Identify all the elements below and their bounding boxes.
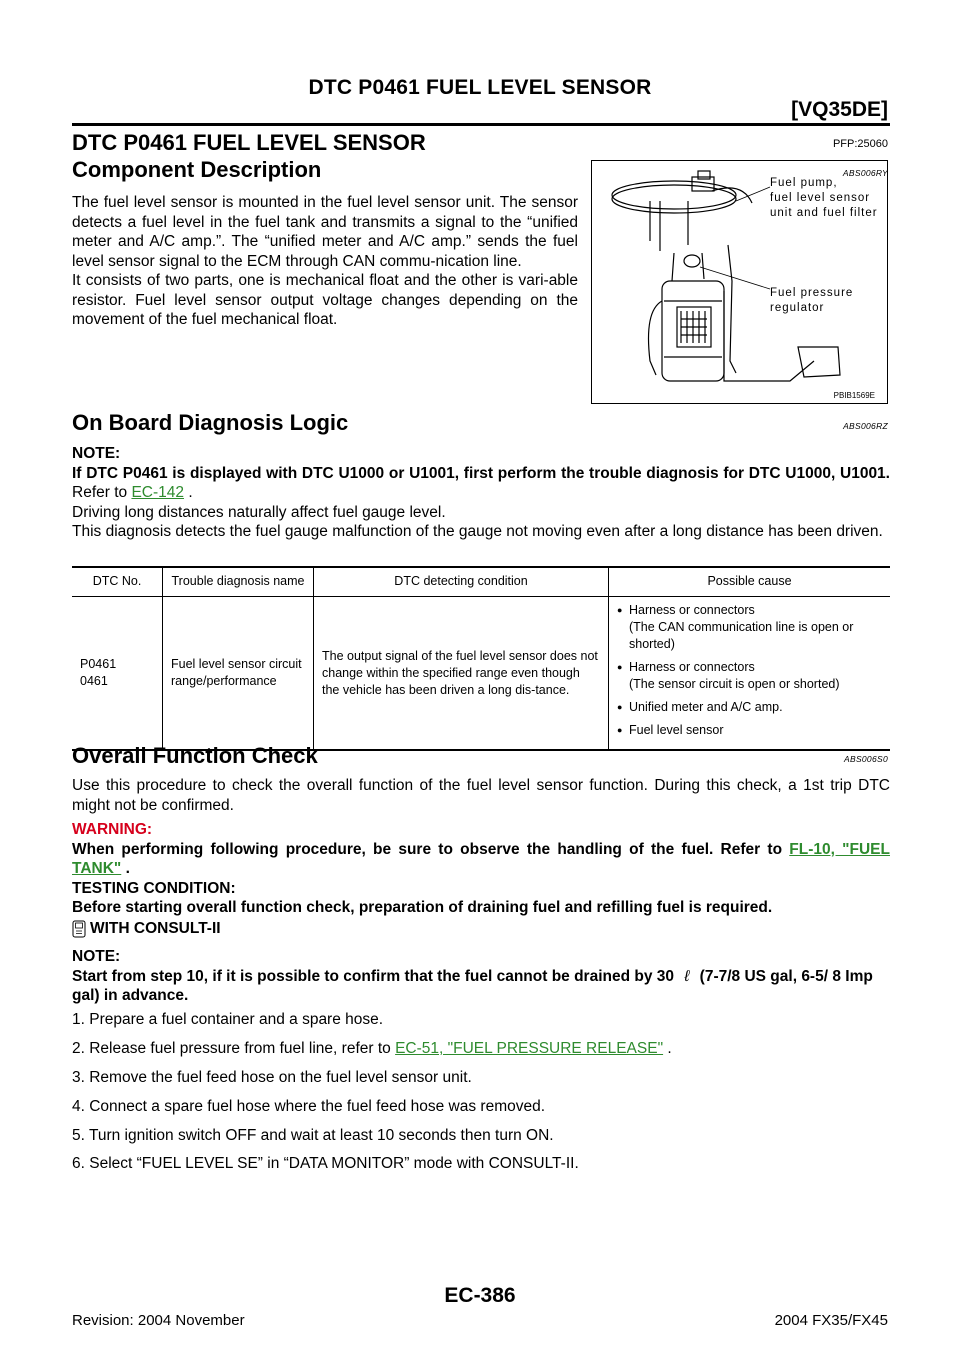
figure-label-fuel-pump [770, 176, 878, 221]
figure-label-fuel-pump-line1: Fuel pump, [770, 177, 838, 189]
note2-block [72, 947, 890, 1006]
note2-text-b: (7-7/8 US gal, 6-5/ 8 Imp gal) in advance. [72, 967, 873, 1004]
list-item [617, 722, 882, 739]
liter-unit: ℓ [684, 967, 690, 985]
step-1: 1. Prepare a fuel container and a spare hose. [72, 1011, 384, 1028]
warning-end: . [125, 860, 130, 877]
revision-date: Revision: 2004 November [72, 1312, 245, 1329]
component-description-text [72, 193, 578, 330]
obd-note-text: If DTC P0461 is displayed with DTC U1000 or U1001, first perform the trouble diagnosis for DTC U1000, U1001. [72, 464, 890, 482]
page-number: EC-386 [444, 1284, 516, 1307]
warning-label: WARNING: [72, 821, 153, 838]
possible-cause-list [617, 602, 882, 739]
obd-logic-heading: On Board Diagnosis Logic [72, 410, 349, 435]
step-5: 5. Turn ignition switch OFF and wait at least 10 seconds then turn ON. [72, 1127, 554, 1144]
component-description-ref: ABS006RY [842, 168, 888, 178]
warning-block [72, 820, 890, 918]
figure-label-regulator [770, 286, 853, 316]
figure-label-regulator-line2: regulator [770, 302, 825, 314]
obd-note-refer: Refer to [72, 484, 128, 501]
link-ec-142[interactable]: EC-142 [131, 484, 185, 501]
step-2-text: 2. Release fuel pressure from fuel line, refer to [72, 1040, 391, 1057]
component-description-para1: The fuel level sensor is mounted in the fuel level sensor unit. The sensor detects a fuel level in the fuel tank and transmits a signal to the “unified meter and A/C amp.”. The “unified meter and A/C amp.” sends the fuel level sensor signal to the ECM through CAN commu-nication line. [72, 194, 578, 270]
obd-logic-ref: ABS006RZ [843, 421, 888, 431]
col-diagnosis-name: Trouble diagnosis name [163, 567, 314, 597]
vehicle-model: 2004 FX35/FX45 [774, 1312, 888, 1329]
warning-text: When performing following procedure, be sure to observe the handling of the fuel. Refer to [72, 840, 783, 858]
figure-label-fuel-pump-line2: fuel level sensor [770, 192, 871, 204]
header-rule [72, 123, 890, 126]
note2-text-a: Start from step 10, if it is possible to confirm that the fuel cannot be drained by 30 [72, 967, 675, 985]
figure-label-fuel-pump-line3: unit and fuel filter [770, 207, 878, 219]
link-ec-51-fuel-pressure-release[interactable]: EC-51, "FUEL PRESSURE RELEASE" [395, 1040, 664, 1057]
col-possible-cause: Possible cause [609, 567, 891, 597]
consult-ii-label: WITH CONSULT-II [90, 920, 221, 937]
obd-note-end: . [188, 484, 193, 501]
col-detecting-condition: DTC detecting condition [314, 567, 609, 597]
obd-line1: Driving long distances naturally affect fuel gauge level. [72, 503, 446, 521]
cell-dtc-no-line1: P0461 [80, 657, 117, 671]
figure-label-regulator-line1: Fuel pressure [770, 287, 854, 299]
cause-1-title: ● Harness or connectors [629, 603, 755, 617]
consult-ii-row [72, 920, 221, 938]
list-item [617, 602, 882, 653]
note2-label: NOTE: [72, 948, 121, 965]
component-description-heading: Component Description [72, 157, 322, 182]
cause-2-title: ● Harness or connectors [629, 660, 755, 674]
cell-dtc-no-line2: 0461 [80, 674, 108, 688]
step-3: 3. Remove the fuel feed hose on the fuel level sensor unit. [72, 1069, 472, 1086]
section-title: DTC P0461 FUEL LEVEL SENSOR [72, 130, 426, 155]
consult-ii-icon [72, 920, 86, 938]
pfp-code: PFP:25060 [832, 138, 888, 150]
link-fl-10-fuel-tank[interactable]: FL-10, "FUEL TANK" [72, 840, 890, 877]
testing-condition-text: Before starting overall function check, preparation of draining fuel and refilling fuel is required. [72, 899, 773, 916]
list-item [617, 659, 882, 693]
obd-note-label: NOTE: [72, 445, 121, 462]
cell-diagnosis-name-line2: range/performance [171, 674, 277, 688]
overall-check-ref: ABS006S0 [844, 754, 888, 764]
cell-dtc-no [72, 597, 163, 751]
obd-logic-body [72, 444, 890, 542]
table-row [72, 597, 890, 751]
col-dtc-no: DTC No. [72, 567, 163, 597]
figure-code: PBIB1569E [833, 391, 875, 400]
step-4: 4. Connect a spare fuel hose where the fuel feed hose was removed. [72, 1098, 546, 1115]
fuel-sensor-figure [591, 160, 888, 404]
dtc-table-header-row [72, 567, 890, 597]
overall-check-heading: Overall Function Check [72, 743, 318, 768]
cause-3-title: ● Unified meter and A/C amp. [629, 700, 783, 714]
step-2-end: . [667, 1040, 672, 1057]
step-2 [72, 1040, 672, 1058]
cause-4-title: ● Fuel level sensor [629, 723, 724, 737]
cell-possible-cause [609, 597, 891, 751]
obd-line2: This diagnosis detects the fuel gauge malfunction of the gauge not moving even after a long distance has been driven. [72, 523, 883, 540]
cause-1-detail: (The CAN communication line is open or shorted) [629, 620, 854, 651]
cell-diagnosis-name [163, 597, 314, 751]
list-item [617, 699, 882, 716]
component-description-para2: It consists of two parts, one is mechanical float and the other is vari-able resistor. Fuel level sensor output voltage changes depending on the movement of the fuel mechanical float. [72, 272, 578, 328]
page-header-title: DTC P0461 FUEL LEVEL SENSOR [308, 76, 652, 99]
step-6: 6. Select “FUEL LEVEL SE” in “DATA MONITOR” mode with CONSULT-II. [72, 1155, 579, 1172]
cell-diagnosis-name-line1: Fuel level sensor circuit [171, 657, 302, 671]
cause-2-detail: (The sensor circuit is open or shorted) [629, 677, 840, 691]
engine-code: [VQ35DE] [791, 98, 888, 121]
overall-check-para: Use this procedure to check the overall function of the fuel level sensor function. During this check, a 1st trip DTC might not be confirmed. [72, 777, 890, 814]
dtc-table [72, 566, 890, 751]
testing-condition-label: TESTING CONDITION: [72, 879, 236, 897]
cell-detecting-condition: The output signal of the fuel level sensor does not change within the specified range even though the vehicle has been driven a long dis-tance. [314, 597, 609, 751]
